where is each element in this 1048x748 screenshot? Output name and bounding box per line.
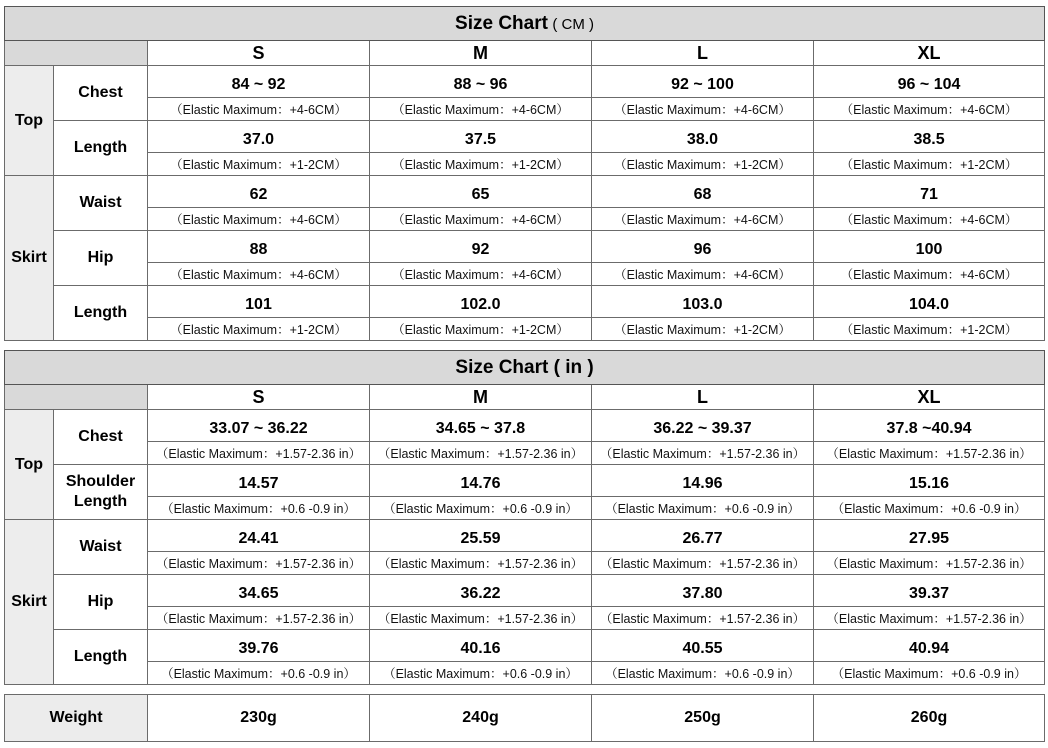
cm-chest-s: 84 ~ 92 xyxy=(148,66,370,98)
cm-top-length-note-l: （Elastic Maximum：+1-2CM） xyxy=(592,153,814,176)
in-chest-xl: 37.8 ~40.94 xyxy=(814,410,1045,442)
cm-label-chest: Chest xyxy=(54,66,148,121)
cm-label-top-length: Length xyxy=(54,121,148,176)
cm-waist-note-s: （Elastic Maximum：+4-6CM） xyxy=(148,208,370,231)
in-shoulder-note-l: （Elastic Maximum：+0.6 -0.9 in） xyxy=(592,497,814,520)
weight-m: 240g xyxy=(370,695,592,742)
size-chart-in xyxy=(4,350,1045,685)
cm-top-length-note-xl: （Elastic Maximum：+1-2CM） xyxy=(814,153,1045,176)
cm-group-skirt: Skirt xyxy=(5,176,54,341)
in-hip-l: 37.80 xyxy=(592,575,814,607)
cm-waist-l: 68 xyxy=(592,176,814,208)
in-shoulder-note-s: （Elastic Maximum：+0.6 -0.9 in） xyxy=(148,497,370,520)
cm-waist-s: 62 xyxy=(148,176,370,208)
in-chest-note-xl: （Elastic Maximum：+1.57-2.36 in） xyxy=(814,442,1045,465)
cm-chest-note-l: （Elastic Maximum：+4-6CM） xyxy=(592,98,814,121)
in-chest-note-l: （Elastic Maximum：+1.57-2.36 in） xyxy=(592,442,814,465)
in-shoulder-note-xl: （Elastic Maximum：+0.6 -0.9 in） xyxy=(814,497,1045,520)
cm-top-length-s: 37.0 xyxy=(148,121,370,153)
in-chest-l: 36.22 ~ 39.37 xyxy=(592,410,814,442)
cm-top-length-note-m: （Elastic Maximum：+1-2CM） xyxy=(370,153,592,176)
in-label-shoulder-length-word: Length xyxy=(73,493,128,510)
in-skirt-length-note-m: （Elastic Maximum：+0.6 -0.9 in） xyxy=(370,662,592,685)
in-chart-title xyxy=(5,351,1045,385)
in-hip-note-xl: （Elastic Maximum：+1.57-2.36 in） xyxy=(814,607,1045,630)
cm-chest-m: 88 ~ 96 xyxy=(370,66,592,98)
cm-skirt-length-xl: 104.0 xyxy=(814,286,1045,318)
cm-chest-note-m: （Elastic Maximum：+4-6CM） xyxy=(370,98,592,121)
cm-waist-note-l: （Elastic Maximum：+4-6CM） xyxy=(592,208,814,231)
cm-hip-note-xl: （Elastic Maximum：+4-6CM） xyxy=(814,263,1045,286)
in-waist-note-l: （Elastic Maximum：+1.57-2.36 in） xyxy=(592,552,814,575)
cm-label-skirt-length: Length xyxy=(54,286,148,341)
size-chart-cm xyxy=(4,6,1045,341)
weight-table xyxy=(4,694,1045,742)
in-title-text: Size Chart ( in ) xyxy=(455,356,594,378)
weight-l: 250g xyxy=(592,695,814,742)
in-shoulder-s: 14.57 xyxy=(148,465,370,497)
cm-hip-l: 96 xyxy=(592,231,814,263)
in-hip-m: 36.22 xyxy=(370,575,592,607)
cm-chest-xl: 96 ~ 104 xyxy=(814,66,1045,98)
cm-corner-cell xyxy=(5,41,148,66)
cm-skirt-length-note-l: （Elastic Maximum：+1-2CM） xyxy=(592,318,814,341)
cm-skirt-length-s: 101 xyxy=(148,286,370,318)
in-shoulder-xl: 15.16 xyxy=(814,465,1045,497)
in-hip-s: 34.65 xyxy=(148,575,370,607)
in-hip-note-m: （Elastic Maximum：+1.57-2.36 in） xyxy=(370,607,592,630)
in-shoulder-l: 14.96 xyxy=(592,465,814,497)
cm-chest-note-s: （Elastic Maximum：+4-6CM） xyxy=(148,98,370,121)
in-size-l: L xyxy=(592,385,814,410)
weight-xl: 260g xyxy=(814,695,1045,742)
weight-s: 230g xyxy=(148,695,370,742)
in-shoulder-note-m: （Elastic Maximum：+0.6 -0.9 in） xyxy=(370,497,592,520)
in-size-xl: XL xyxy=(814,385,1045,410)
in-group-skirt: Skirt xyxy=(5,520,54,685)
in-skirt-length-xl: 40.94 xyxy=(814,630,1045,662)
cm-size-m: M xyxy=(370,41,592,66)
cm-group-top: Top xyxy=(5,66,54,176)
cm-label-hip: Hip xyxy=(54,231,148,286)
cm-waist-note-m: （Elastic Maximum：+4-6CM） xyxy=(370,208,592,231)
in-chest-m: 34.65 ~ 37.8 xyxy=(370,410,592,442)
cm-title-unit: ( CM ) xyxy=(552,15,595,33)
in-skirt-length-note-l: （Elastic Maximum：+0.6 -0.9 in） xyxy=(592,662,814,685)
in-hip-note-l: （Elastic Maximum：+1.57-2.36 in） xyxy=(592,607,814,630)
in-waist-note-s: （Elastic Maximum：+1.57-2.36 in） xyxy=(148,552,370,575)
in-chest-note-m: （Elastic Maximum：+1.57-2.36 in） xyxy=(370,442,592,465)
in-skirt-length-note-s: （Elastic Maximum：+0.6 -0.9 in） xyxy=(148,662,370,685)
cm-chart-title xyxy=(5,7,1045,41)
in-skirt-length-l: 40.55 xyxy=(592,630,814,662)
in-waist-note-m: （Elastic Maximum：+1.57-2.36 in） xyxy=(370,552,592,575)
cm-skirt-length-m: 102.0 xyxy=(370,286,592,318)
cm-hip-note-l: （Elastic Maximum：+4-6CM） xyxy=(592,263,814,286)
in-label-shoulder-length xyxy=(54,465,148,520)
in-shoulder-m: 14.76 xyxy=(370,465,592,497)
in-hip-note-s: （Elastic Maximum：+1.57-2.36 in） xyxy=(148,607,370,630)
cm-skirt-length-note-s: （Elastic Maximum：+1-2CM） xyxy=(148,318,370,341)
in-waist-note-xl: （Elastic Maximum：+1.57-2.36 in） xyxy=(814,552,1045,575)
in-waist-xl: 27.95 xyxy=(814,520,1045,552)
cm-skirt-length-l: 103.0 xyxy=(592,286,814,318)
in-waist-s: 24.41 xyxy=(148,520,370,552)
cm-hip-s: 88 xyxy=(148,231,370,263)
in-label-hip: Hip xyxy=(54,575,148,630)
cm-hip-note-m: （Elastic Maximum：+4-6CM） xyxy=(370,263,592,286)
cm-skirt-length-note-m: （Elastic Maximum：+1-2CM） xyxy=(370,318,592,341)
cm-chest-note-xl: （Elastic Maximum：+4-6CM） xyxy=(814,98,1045,121)
in-skirt-length-s: 39.76 xyxy=(148,630,370,662)
in-waist-l: 26.77 xyxy=(592,520,814,552)
cm-skirt-length-note-xl: （Elastic Maximum：+1-2CM） xyxy=(814,318,1045,341)
cm-waist-note-xl: （Elastic Maximum：+4-6CM） xyxy=(814,208,1045,231)
cm-top-length-m: 37.5 xyxy=(370,121,592,153)
in-skirt-length-m: 40.16 xyxy=(370,630,592,662)
weight-label: Weight xyxy=(5,695,148,742)
in-size-m: M xyxy=(370,385,592,410)
cm-label-waist: Waist xyxy=(54,176,148,231)
cm-hip-xl: 100 xyxy=(814,231,1045,263)
in-label-shoulder: Shoulder xyxy=(65,473,136,490)
in-hip-xl: 39.37 xyxy=(814,575,1045,607)
cm-top-length-note-s: （Elastic Maximum：+1-2CM） xyxy=(148,153,370,176)
in-chest-note-s: （Elastic Maximum：+1.57-2.36 in） xyxy=(148,442,370,465)
in-waist-m: 25.59 xyxy=(370,520,592,552)
in-chest-s: 33.07 ~ 36.22 xyxy=(148,410,370,442)
cm-size-xl: XL xyxy=(814,41,1045,66)
cm-waist-m: 65 xyxy=(370,176,592,208)
in-size-s: S xyxy=(148,385,370,410)
in-skirt-length-note-xl: （Elastic Maximum：+0.6 -0.9 in） xyxy=(814,662,1045,685)
in-corner-cell xyxy=(5,385,148,410)
cm-top-length-l: 38.0 xyxy=(592,121,814,153)
cm-waist-xl: 71 xyxy=(814,176,1045,208)
cm-size-s: S xyxy=(148,41,370,66)
in-label-skirt-length: Length xyxy=(54,630,148,685)
cm-size-l: L xyxy=(592,41,814,66)
cm-hip-note-s: （Elastic Maximum：+4-6CM） xyxy=(148,263,370,286)
in-label-waist: Waist xyxy=(54,520,148,575)
cm-top-length-xl: 38.5 xyxy=(814,121,1045,153)
cm-chest-l: 92 ~ 100 xyxy=(592,66,814,98)
in-label-chest: Chest xyxy=(54,410,148,465)
cm-hip-m: 92 xyxy=(370,231,592,263)
in-group-top: Top xyxy=(5,410,54,520)
cm-title-text: Size Chart xyxy=(455,12,548,34)
